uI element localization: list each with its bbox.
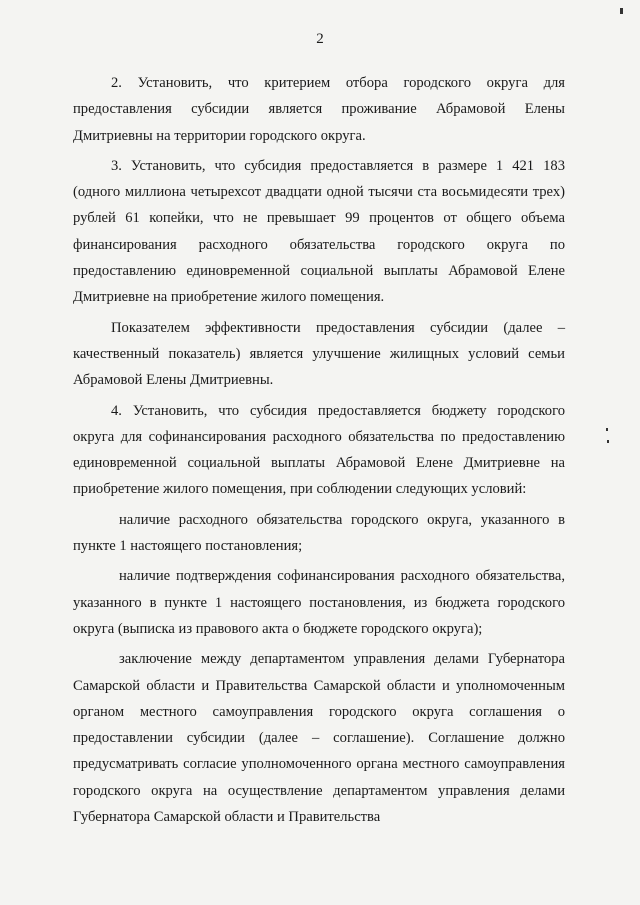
scan-speck bbox=[607, 440, 609, 443]
condition-item-3: заключение между департаментом управления делами Губернатора Самарской области и Правительства Самарской области и уполномоченным органом местного самоуправления городского округа соглашения о предоставлении субсидии (далее – соглашение). Соглашение должно предусматривать согласие уполномоченного органа местного самоуправления городского округа на осуществление департаментом управления делами Губернатора Самарской области и Правительства bbox=[73, 651, 565, 826]
page-number: 2 bbox=[316, 31, 324, 47]
scan-speck bbox=[606, 428, 608, 431]
paragraph-3: 3. Установить, что субсидия предоставляется в размере 1 421 183 (одного миллиона четырехсот двадцати одной тысячи ста восьмидесяти трех) рублей 61 копейки, что не превышает 99 процентов от общего объема финансирования расходного обязательства городского округа по предоставлению единовременной социальной выплаты Абрамовой Елене Дмитриевне на приобретение жилого помещения. bbox=[73, 157, 565, 306]
paragraph-2: 2. Установить, что критерием отбора городского округа для предоставления субсидии является проживание Абрамовой Елены Дмитриевны на территории городского округа. bbox=[73, 75, 565, 144]
condition-item-1: наличие расходного обязательства городского округа, указанного в пункте 1 настоящего постановления; bbox=[73, 511, 565, 555]
condition-item-2: наличие подтверждения софинансирования расходного обязательства, указанного в пункте 1 настоящего постановления, из бюджета городского округа (выписка из правового акта о бюджете городского округа); bbox=[73, 568, 565, 637]
paragraph-4: 4. Установить, что субсидия предоставляется бюджету городского округа для софинансирования расходного обязательства по предоставлению единовременной социальной выплаты Абрамовой Елене Дмитриевне на приобретение жилого помещения, при соблюдении следующих условий: bbox=[73, 402, 565, 498]
paragraph-indicator: Показателем эффективности предоставления субсидии (далее – качественный показатель) является улучшение жилищных условий семьи Абрамовой Елены Дмитриевны. bbox=[73, 319, 565, 389]
scan-speck bbox=[620, 8, 623, 14]
document-body bbox=[73, 70, 565, 834]
